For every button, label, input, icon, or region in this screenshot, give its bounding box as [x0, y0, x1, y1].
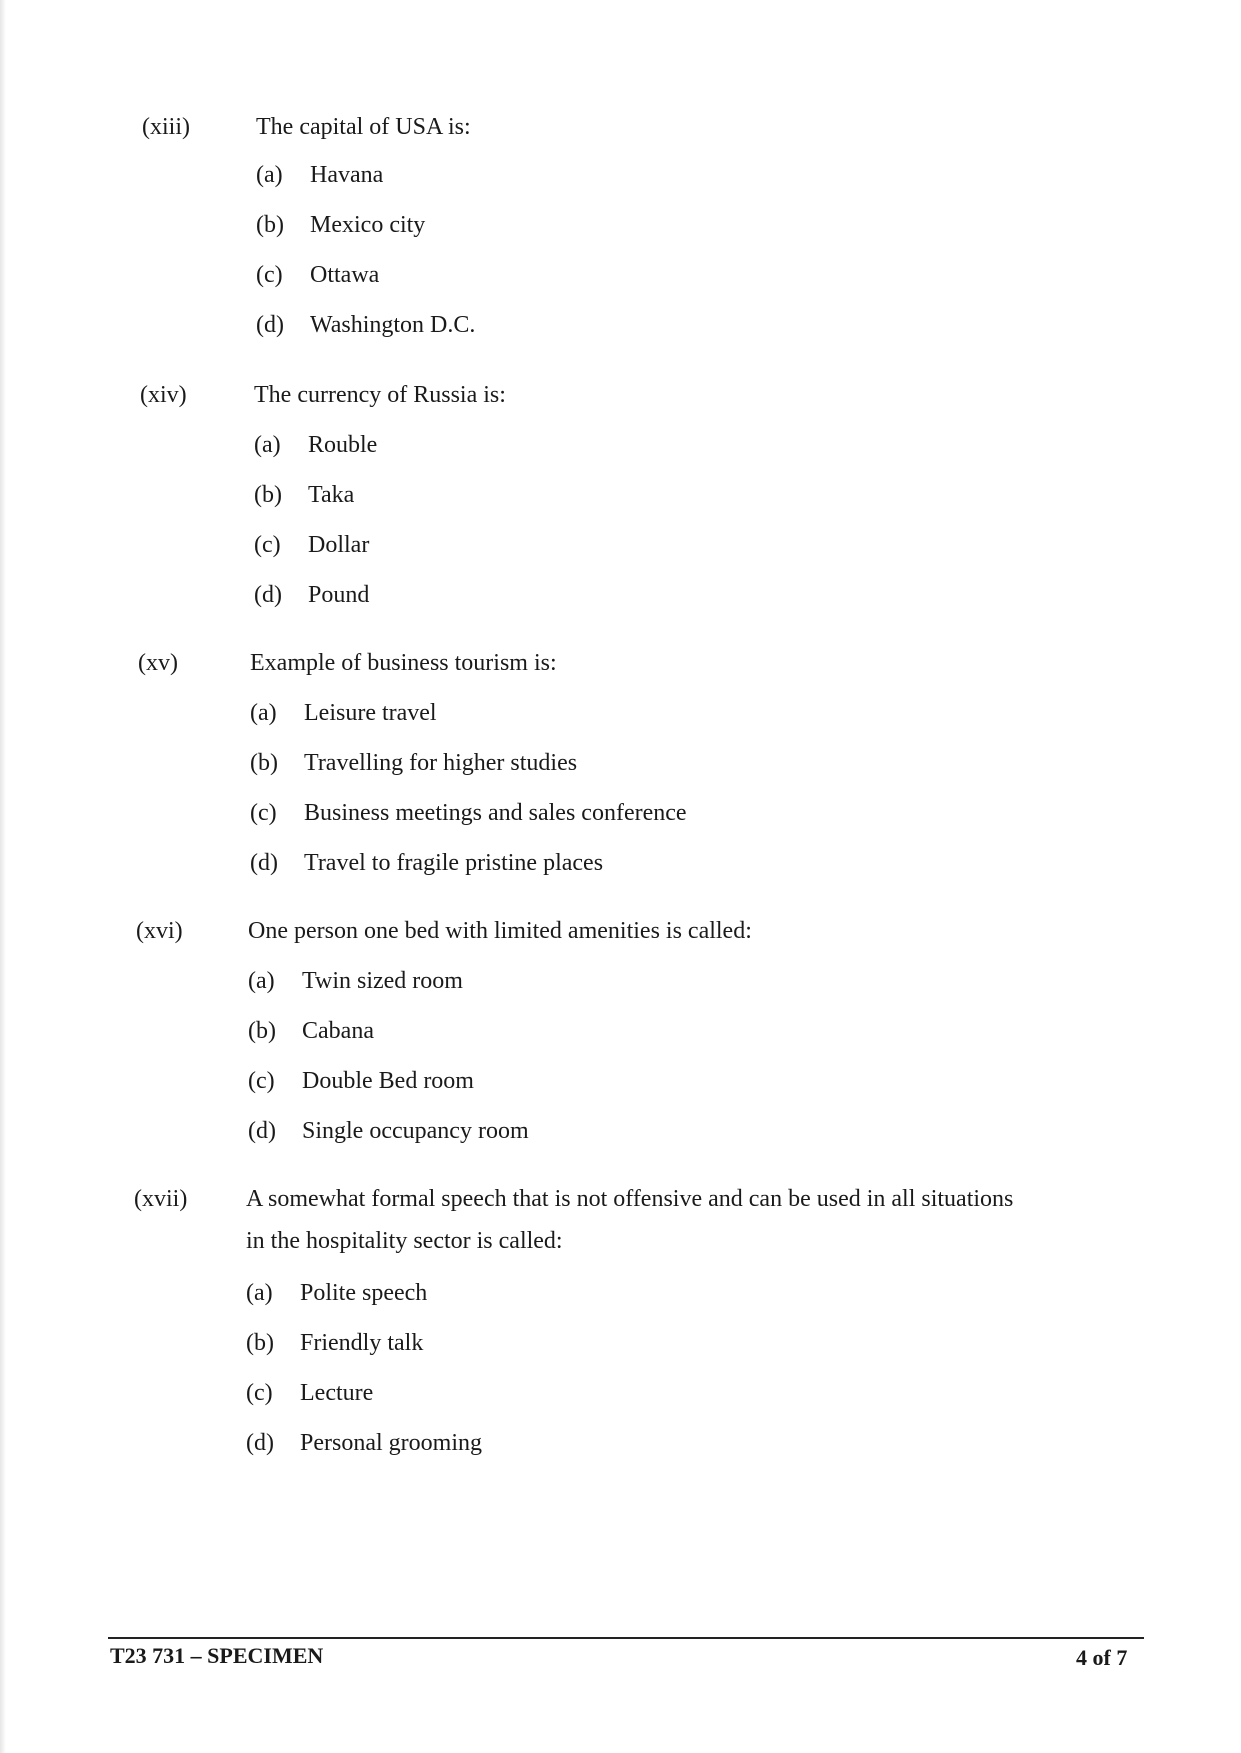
option-letter: (a)	[254, 432, 281, 458]
option-letter: (d)	[256, 312, 284, 338]
option-text: Havana	[310, 162, 384, 188]
question-number: (xvii)	[134, 1186, 188, 1212]
question-text: A somewhat formal speech that is not offensive and can be used in all situations in the hospitality sector is called:	[246, 1186, 1014, 1254]
question-number: (xv)	[138, 650, 178, 676]
question-text: The capital of USA is:	[256, 114, 471, 140]
option-text: Personal grooming	[300, 1430, 482, 1456]
option-text: Lecture	[300, 1380, 374, 1406]
option-letter: (b)	[256, 212, 284, 238]
option-text: Twin sized room	[302, 968, 463, 994]
footer-paper-code: T23 731 – SPECIMEN	[110, 1643, 324, 1668]
footer-page-number: 4 of 7	[1076, 1645, 1128, 1670]
option-text: Business meetings and sales conference	[304, 800, 687, 826]
option-text: Friendly talk	[300, 1330, 424, 1356]
option-text: Single occupancy room	[302, 1118, 529, 1144]
option-letter: (d)	[250, 850, 278, 876]
question-text: One person one bed with limited amenities is called:	[248, 918, 752, 944]
question-text: The currency of Russia is:	[254, 382, 506, 408]
option-letter: (a)	[250, 700, 277, 726]
option-text: Washington D.C.	[310, 312, 476, 338]
option-text: Taka	[308, 482, 355, 508]
option-text: Leisure travel	[304, 700, 437, 726]
option-letter: (b)	[248, 1018, 276, 1044]
question-number: (xiii)	[142, 114, 190, 140]
option-letter: (d)	[254, 582, 282, 608]
question-number: (xiv)	[140, 382, 187, 408]
option-letter: (c)	[246, 1380, 273, 1406]
option-letter: (d)	[246, 1430, 274, 1456]
option-letter: (c)	[254, 532, 281, 558]
option-letter: (d)	[248, 1118, 276, 1144]
option-text: Double Bed room	[302, 1068, 474, 1094]
option-letter: (a)	[246, 1280, 273, 1306]
option-letter: (b)	[254, 482, 282, 508]
option-text: Pound	[308, 582, 370, 608]
option-letter: (b)	[246, 1330, 274, 1356]
option-letter: (b)	[250, 750, 278, 776]
footer-divider	[108, 1637, 1144, 1639]
option-text: Ottawa	[310, 262, 380, 288]
option-letter: (c)	[256, 262, 283, 288]
option-text: Polite speech	[300, 1280, 428, 1306]
question-text: Example of business tourism is:	[250, 650, 557, 676]
option-text: Mexico city	[310, 212, 426, 238]
option-letter: (a)	[248, 968, 275, 994]
option-text: Travelling for higher studies	[304, 750, 578, 776]
option-letter: (c)	[250, 800, 277, 826]
option-text: Rouble	[308, 432, 378, 458]
option-letter: (a)	[256, 162, 283, 188]
option-letter: (c)	[248, 1068, 275, 1094]
option-text: Travel to fragile pristine places	[304, 850, 604, 876]
option-text: Cabana	[302, 1018, 374, 1044]
page-edge-shadow	[0, 0, 6, 1753]
option-text: Dollar	[308, 532, 370, 558]
question-number: (xvi)	[136, 918, 183, 944]
